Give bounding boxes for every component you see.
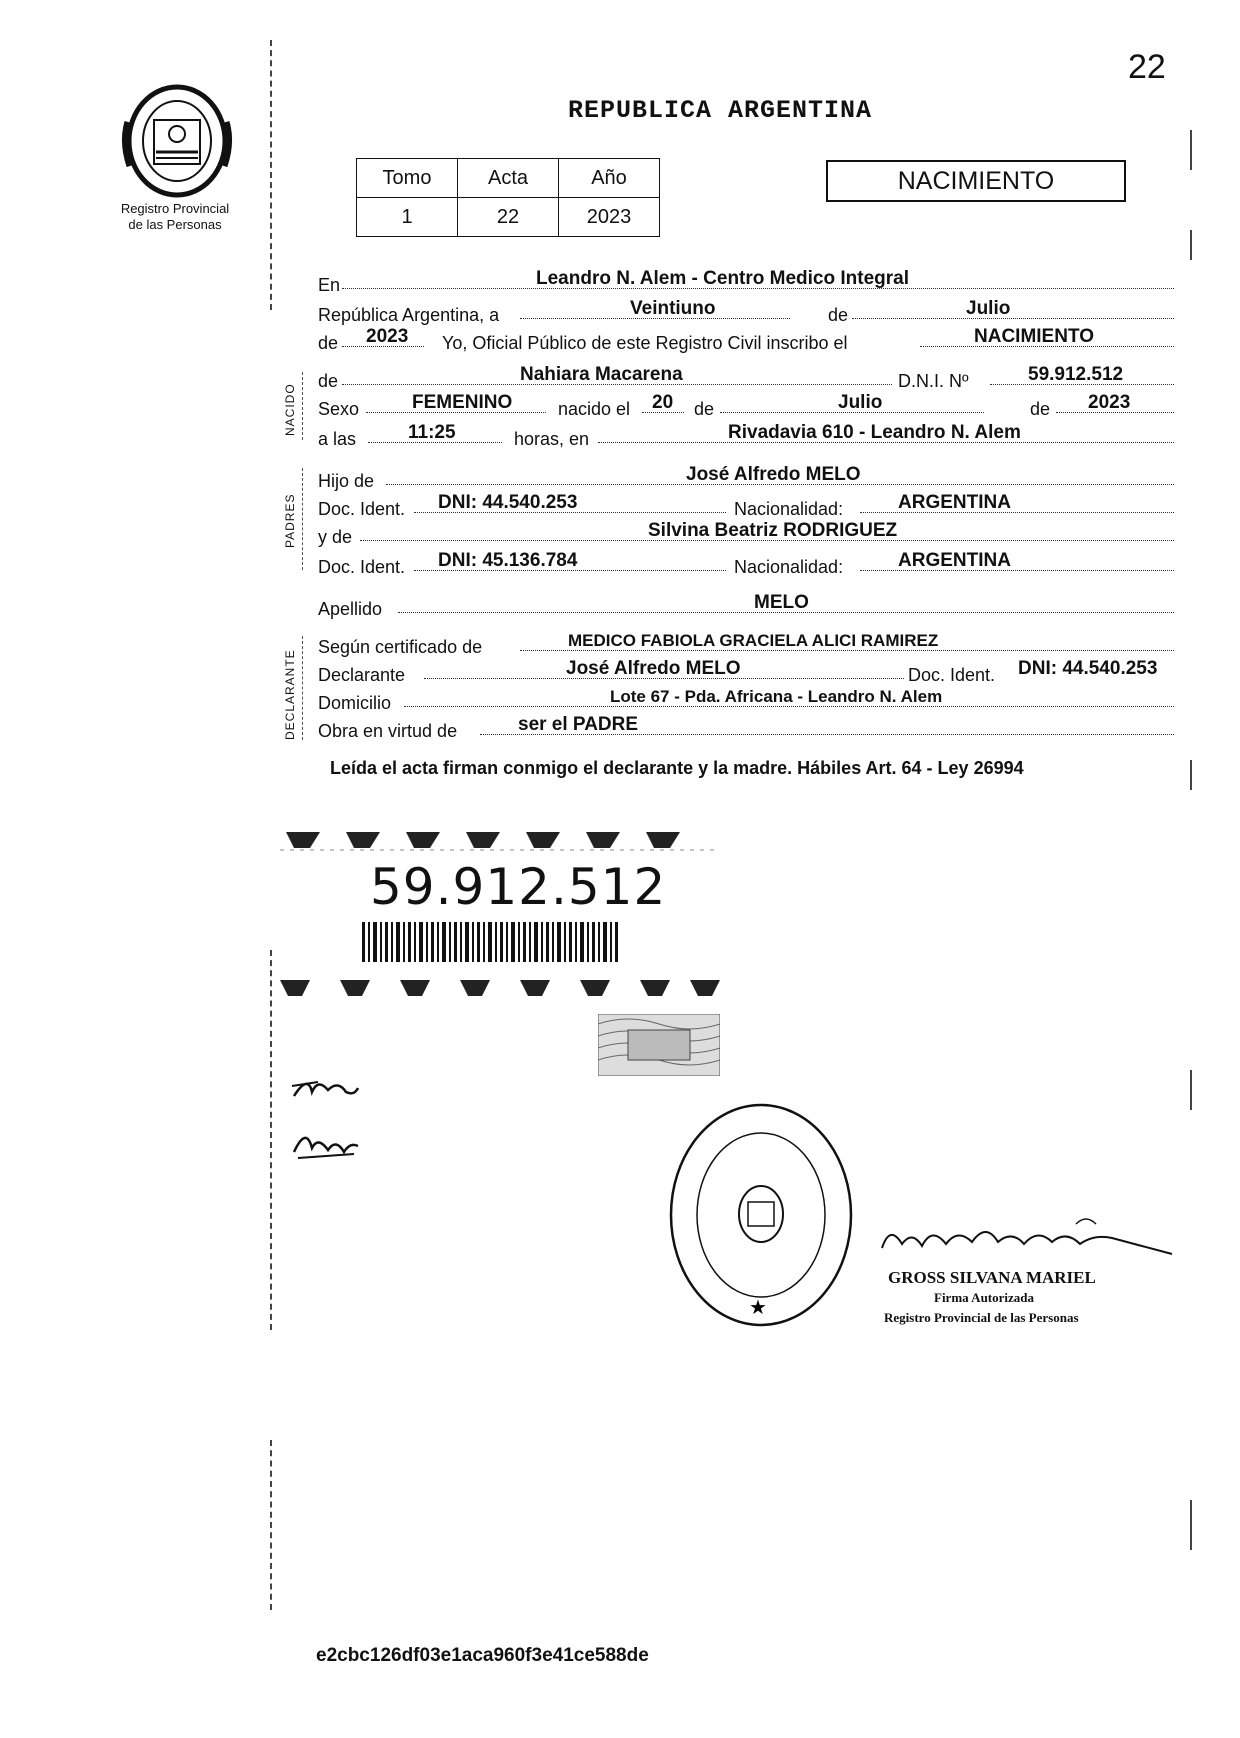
handwritten-initials bbox=[288, 1066, 368, 1176]
father-name-value: José Alfredo MELO bbox=[686, 464, 861, 485]
edge-mark bbox=[1190, 1070, 1192, 1110]
month-value: Julio bbox=[966, 298, 1011, 319]
nacionalidad-label: Nacionalidad: bbox=[734, 499, 844, 519]
edge-mark bbox=[1190, 760, 1192, 790]
document-title: REPUBLICA ARGENTINA bbox=[567, 96, 873, 125]
row-apellido bbox=[318, 592, 1174, 618]
record-type-box: NACIMIENTO bbox=[826, 160, 1126, 202]
oficial-label: Yo, Oficial Público de este Registro Civil inscribo el bbox=[442, 333, 848, 353]
father-doc-value: DNI: 44.540.253 bbox=[438, 492, 578, 513]
edge-mark bbox=[1190, 230, 1192, 260]
row-inscripcion bbox=[318, 326, 1174, 352]
declarante-name-value: José Alfredo MELO bbox=[566, 658, 741, 679]
horas-label: horas, en bbox=[514, 429, 590, 449]
year-value: 2023 bbox=[366, 326, 409, 347]
row-obra bbox=[318, 714, 1174, 740]
row-domicilio bbox=[318, 686, 1174, 712]
day-words-value: Veintiuno bbox=[630, 298, 716, 319]
domicilio-value: Lote 67 - Pda. Africana - Leandro N. Alem bbox=[610, 687, 943, 706]
certificado-value: MEDICO FABIOLA GRACIELA ALICI RAMIREZ bbox=[568, 631, 939, 650]
nacido-side-label: NACIDO bbox=[283, 383, 297, 436]
edge-mark bbox=[1190, 130, 1192, 170]
apellido-value: MELO bbox=[754, 592, 809, 613]
nacionalidad-label: Nacionalidad: bbox=[734, 557, 844, 577]
mother-nationality-value: ARGENTINA bbox=[898, 550, 1011, 571]
declarante-side-label: DECLARANTE bbox=[283, 649, 297, 740]
row-fecha bbox=[318, 298, 1174, 324]
logo-caption bbox=[100, 201, 250, 233]
margin-line bbox=[270, 950, 272, 1330]
time-value: 11:25 bbox=[408, 422, 456, 443]
republica-label: República Argentina, a bbox=[318, 305, 500, 325]
ano-value: 2023 bbox=[559, 198, 660, 237]
logo-caption-line: de las Personas bbox=[128, 217, 222, 232]
mother-name-value: Silvina Beatriz RODRIGUEZ bbox=[648, 520, 898, 541]
padres-divider bbox=[302, 468, 303, 570]
margin-line bbox=[270, 40, 272, 310]
doc-ident-label: Doc. Ident. bbox=[908, 665, 996, 685]
certificado-label: Según certificado de bbox=[318, 637, 483, 657]
birth-day-value: 20 bbox=[652, 392, 674, 413]
de-label: de bbox=[1030, 399, 1051, 419]
logo-caption-line: Registro Provincial bbox=[120, 201, 230, 216]
declarante-doc-value: DNI: 44.540.253 bbox=[1018, 658, 1158, 679]
signatory-role: Firma Autorizada bbox=[934, 1290, 1035, 1305]
sexo-value: FEMENINO bbox=[412, 392, 513, 413]
tomo-acta-ano-table bbox=[356, 158, 660, 237]
y-de-label: y de bbox=[318, 527, 353, 547]
row-en bbox=[318, 268, 1174, 294]
domicilio-label: Domicilio bbox=[318, 693, 392, 713]
signatory-name: GROSS SILVANA MARIEL bbox=[888, 1268, 1096, 1287]
en-label: En bbox=[318, 275, 341, 295]
padres-side-label: PADRES bbox=[283, 493, 297, 548]
apellido-label: Apellido bbox=[318, 599, 383, 619]
row-y-de bbox=[318, 520, 1174, 546]
obra-value: ser el PADRE bbox=[518, 714, 639, 735]
hologram-stamp bbox=[598, 1014, 720, 1076]
acta-header: Acta bbox=[458, 159, 559, 198]
a-las-label: a las bbox=[318, 429, 357, 449]
dotted-line bbox=[852, 318, 1174, 319]
signature-scrawl bbox=[876, 1214, 1176, 1270]
row-nombre bbox=[318, 364, 1174, 390]
tomo-header: Tomo bbox=[357, 159, 458, 198]
record-word-value: NACIMIENTO bbox=[974, 326, 1094, 347]
signatory-office: Registro Provincial de las Personas bbox=[884, 1310, 1079, 1325]
tomo-value: 1 bbox=[357, 198, 458, 237]
mother-doc-value: DNI: 45.136.784 bbox=[438, 550, 578, 571]
barcode bbox=[362, 922, 618, 962]
security-strip-top bbox=[280, 828, 720, 852]
row-declarante bbox=[318, 658, 1174, 684]
obra-label: Obra en virtud de bbox=[318, 721, 458, 741]
place-value: Leandro N. Alem - Centro Medico Integral bbox=[536, 268, 910, 289]
doc-ident-label: Doc. Ident. bbox=[318, 499, 406, 519]
declarante-divider bbox=[302, 636, 303, 740]
child-name-value: Nahiara Macarena bbox=[520, 364, 683, 385]
row-sexo bbox=[318, 392, 1174, 418]
father-nationality-value: ARGENTINA bbox=[898, 492, 1011, 513]
nacido-divider bbox=[302, 372, 303, 440]
row-mother-doc bbox=[318, 550, 1174, 576]
de-label: de bbox=[828, 305, 849, 325]
doc-ident-label: Doc. Ident. bbox=[318, 557, 406, 577]
dni-label: D.N.I. Nº bbox=[898, 371, 969, 391]
ano-header: Año bbox=[559, 159, 660, 198]
page-number: 22 bbox=[1128, 48, 1166, 86]
hijo-de-label: Hijo de bbox=[318, 471, 375, 491]
de-label: de bbox=[318, 333, 339, 353]
row-father-doc bbox=[318, 492, 1174, 518]
document-hash: e2cbc126df03e1aca960f3e41ce588de bbox=[316, 1645, 649, 1666]
declarante-label: Declarante bbox=[318, 665, 406, 685]
official-seal bbox=[666, 1100, 856, 1330]
row-hora bbox=[318, 422, 1174, 448]
row-certificado bbox=[318, 630, 1174, 656]
row-hijo-de bbox=[318, 464, 1174, 490]
child-dni-value: 59.912.512 bbox=[1028, 364, 1124, 385]
dni-big-number: 59.912.512 bbox=[370, 858, 667, 916]
svg-text:★: ★ bbox=[749, 1295, 767, 1319]
sexo-label: Sexo bbox=[318, 399, 360, 419]
nacido-el-label: nacido el bbox=[558, 399, 631, 419]
margin-line bbox=[270, 1440, 272, 1610]
security-strip-bottom bbox=[280, 976, 720, 1000]
edge-mark bbox=[1190, 1500, 1192, 1550]
birth-address-value: Rivadavia 610 - Leandro N. Alem bbox=[728, 422, 1021, 443]
de-label: de bbox=[318, 371, 339, 391]
firma-note: Leída el acta firman conmigo el declarante y la madre. Hábiles Art. 64 - Ley 26994 bbox=[330, 758, 1024, 778]
birth-month-value: Julio bbox=[838, 392, 883, 413]
acta-value: 22 bbox=[458, 198, 559, 237]
de-label: de bbox=[694, 399, 715, 419]
birth-year-value: 2023 bbox=[1088, 392, 1131, 413]
